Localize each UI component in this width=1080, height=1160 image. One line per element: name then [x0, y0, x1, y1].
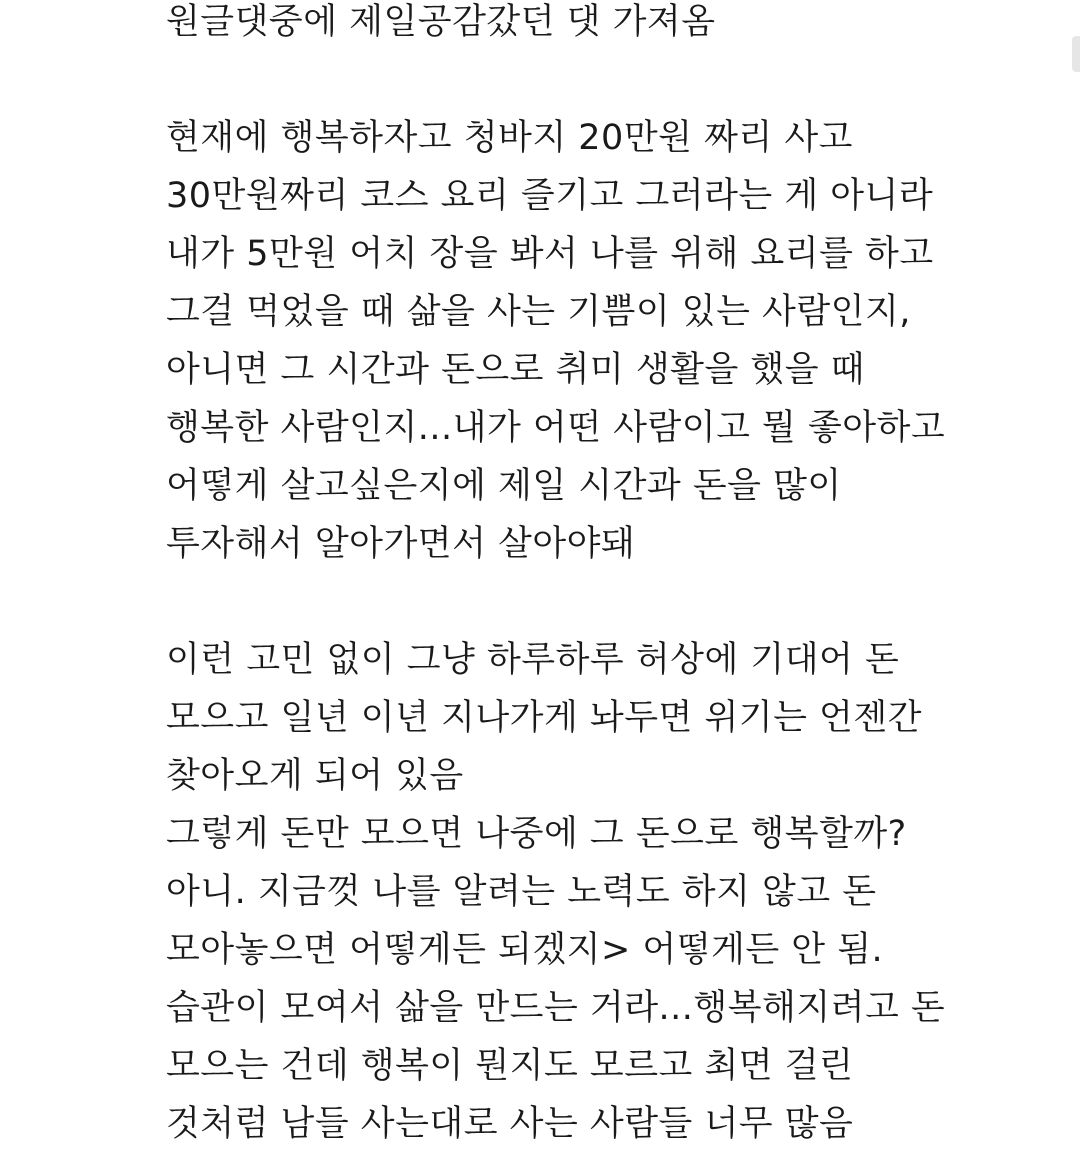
text-line: 내가 5만원 어치 장을 봐서 나를 위해 요리를 하고: [166, 234, 934, 274]
text-line: 아니면 그 시간과 돈으로 취미 생활을 했을 때: [166, 350, 865, 390]
text-line: 어떻게 살고싶은지에 제일 시간과 돈을 많이: [166, 466, 842, 506]
paragraph-1: [166, 116, 1046, 580]
text-line: 아니. 지금껏 나를 알려는 노력도 하지 않고 돈: [166, 872, 877, 912]
text-line: 것처럼 남들 사는대로 사는 사람들 너무 많음: [166, 1104, 854, 1144]
text-line: 투자해서 알아가면서 살아야돼: [166, 524, 636, 564]
text-line: 그걸 먹었을 때 삶을 사는 기쁨이 있는 사람인지,: [166, 292, 911, 332]
text-line: 30만원짜리 코스 요리 즐기고 그러라는 게 아니라: [166, 176, 934, 216]
text-line: 모으고 일년 이년 지나가게 놔두면 위기는 언젠간: [166, 698, 922, 738]
text-line: 습관이 모여서 삶을 만드는 거라...행복해지려고 돈: [166, 988, 946, 1028]
text-line: 현재에 행복하자고 청바지 20만원 짜리 사고: [166, 118, 853, 158]
text-line: 그렇게 돈만 모으면 나중에 그 돈으로 행복할까?: [166, 814, 907, 854]
text-line: 이런 고민 없이 그냥 하루하루 허상에 기대어 돈: [166, 640, 900, 680]
text-line: 모아놓으면 어떻게든 되겠지> 어떻게든 안 됨.: [166, 930, 884, 970]
paragraph-2: [166, 638, 1046, 1160]
scrollbar-thumb[interactable]: [1072, 36, 1080, 72]
post-body: [166, 0, 1046, 1160]
intro-line: 원글댓중에 제일공감갔던 댓 가져옴: [166, 2, 716, 42]
text-line: 행복한 사람인지...내가 어떤 사람이고 뭘 좋아하고: [166, 408, 946, 448]
text-line: 모으는 건데 행복이 뭔지도 모르고 최면 걸린: [166, 1046, 854, 1086]
paragraph-gap: [166, 580, 1046, 638]
text-line: 찾아오게 되어 있음: [166, 756, 464, 796]
paragraph-gap: [166, 58, 1046, 116]
